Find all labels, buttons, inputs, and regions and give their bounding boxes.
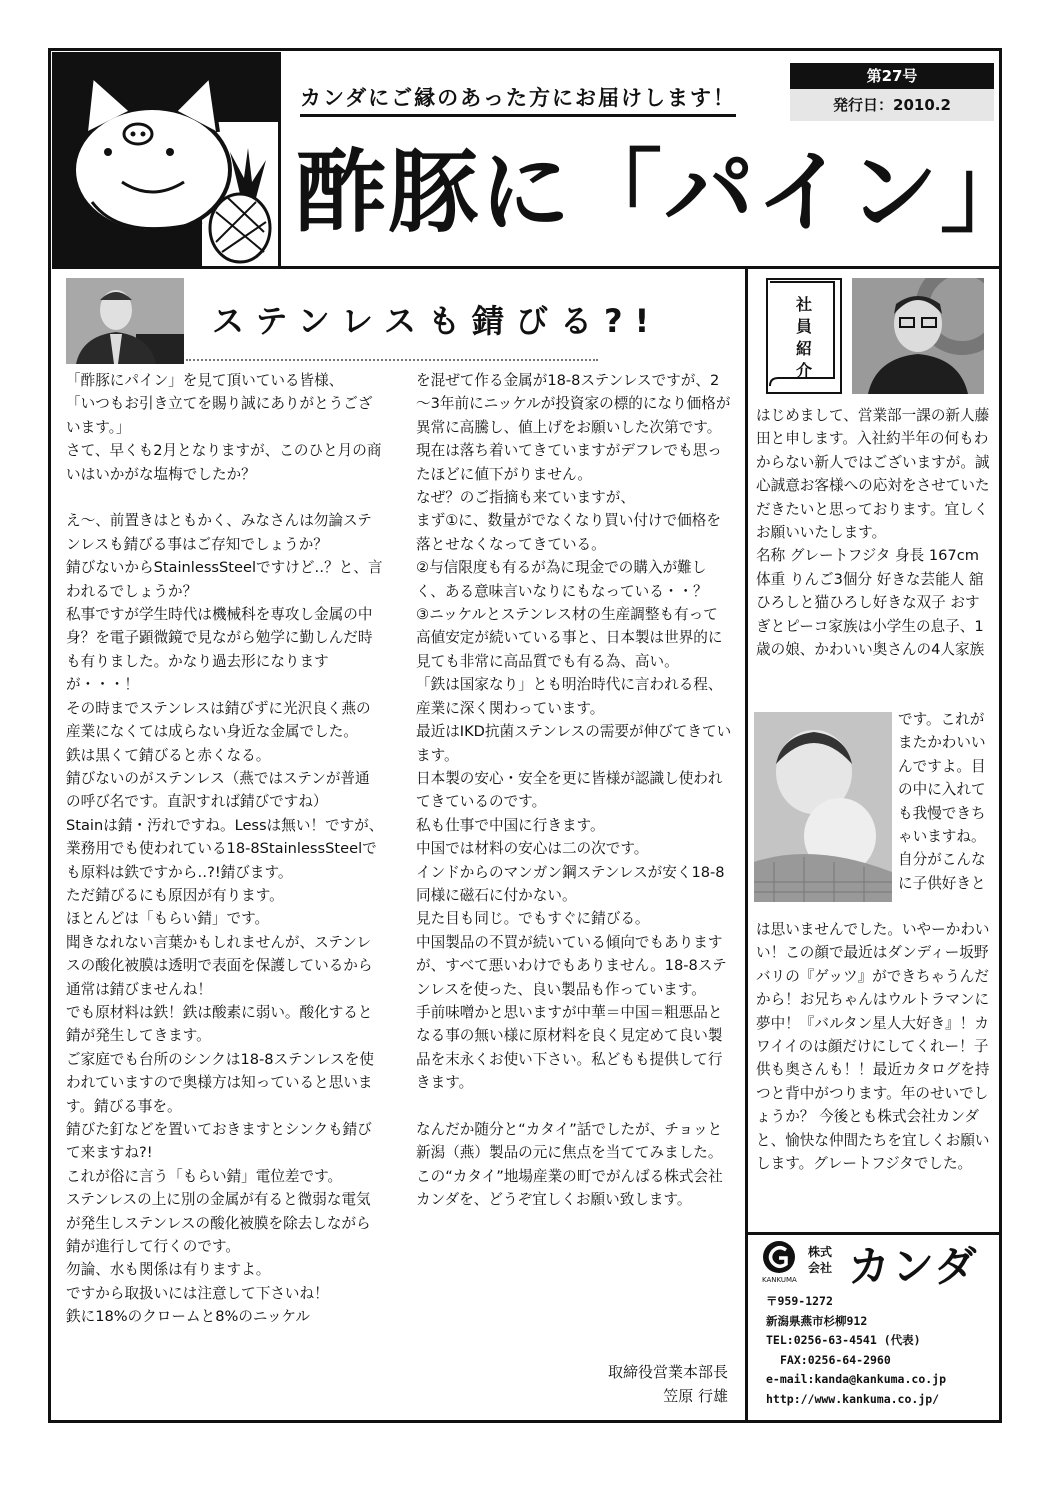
staff-label-char: 介: [795, 361, 812, 380]
article-column-2: を混ぜて作る金属が18-8ステンレスですが、2～3年前にニッケルが投資家の標的になり価格が異常に高騰し、値上げをお願いした次第です。 現在は落ち着いてきていますがデフレでも思ったほどに値下がりません。 なぜ？のご指摘も来ていますが、 まず①に、数量がでなくなり買い付けで価格を落とせなくなってきている。 ②与信限度も有るが為に現金での購入が難しく、ある意味言いなりにもなっている・・？ ③ニッケルとステンレス材の生産調整も有って高値安定が続いている事と、日本製は世界的に見ても非常に高品質でも有る為、高い。 「鉄は国家なり」とも明治時代に言われる程、産業に深く関わっています。 最近はIKD抗菌ステンレスの需要が伸びてきています。 日本製の安心・安全を更に皆様が認識し使われてきているのです。 私も仕事で中国に行きます。 中国では材料の安心は二の次です。 インドからのマンガン鋼ステンレスが安く18-8同様に磁石に付かない。 見た目も同じ。でもすぐに錆びる。 中国製品の不買が続いている傾向でもありますが、すべて悪いわけでもありません。18-8ステンレスを使った、良い製品も作っています。 手前味噌かと思いますが中華＝中国＝粗悪品となる事の無い様に原材料を良く見定めて良い製品を末永くお使い下さい。私どもも提供して行きます。 なんだか随分と“カタイ”話でしたが、チョッと新潟（燕）製品の元に焦点を当ててみました。 この“カタイ”地場産業の町でがんばる株式会社カンダを、どうぞ宜しくお願い致します。: [416, 372, 732, 1209]
logo-brand-text: KANKUMA: [762, 1276, 797, 1284]
title-divider: [186, 359, 598, 361]
staff-photo: [852, 278, 984, 394]
author-role: 取締役営業本部長: [607, 1363, 728, 1381]
logo-kabushiki: 株式: [808, 1245, 833, 1259]
staff-intro-text: はじめまして、営業部一課の新人藤田と申します。入社約半年の何もわからない新人ではございますが。誠心誠意お客様への応対をさせていただきたいと思っております。宜しくお願いいたします。 名称 グレートフジタ 身長 167cm 体重 りんご3個分 好きな芸能人 舘ひろしと猫ひろし好きな双子 おすぎとピーコ家族は小学生の息子、1歳の娘、かわいい奥さんの4人家族: [756, 407, 990, 659]
postal-code: 〒959-1272: [766, 1294, 833, 1308]
email-address[interactable]: e-mail:kanda@kankuma.co.jp: [766, 1372, 947, 1387]
company-address: 新潟県燕市杉柳912: [766, 1313, 868, 1328]
staff-intro-label-text: [768, 294, 840, 382]
newsletter-title: 酢豚に「パイン」: [296, 140, 1032, 245]
author-name: 笠原 行雄: [663, 1387, 728, 1405]
issue-number: 第27号: [790, 63, 994, 89]
issue-info: [790, 63, 994, 121]
company-contact: [766, 1292, 996, 1410]
logo-corporate-type: [808, 1244, 832, 1276]
author-photo: [66, 278, 184, 364]
company-name: カンダ: [848, 1242, 979, 1291]
newsletter-subtitle: カンダにご縁のあった方にお届けします！: [300, 82, 736, 117]
children-photo: [754, 712, 892, 902]
article-title: ステンレスも錆びる?!: [212, 302, 662, 340]
staff-label-char: 紹: [795, 339, 812, 358]
column-divider: [745, 269, 748, 1420]
staff-label-char: 社: [795, 295, 812, 314]
logo-kaisha: 会社: [808, 1261, 833, 1275]
staff-intro-heading: [768, 294, 840, 382]
fax-number: FAX:0256-64-2960: [780, 1352, 891, 1367]
issue-date: 発行日：2010.2: [790, 89, 994, 121]
staff-intro-text-continued: は思いませんでした。いやーかわいい！この顔で最近はダンディー坂野バリの『ゲッツ』ができちゃうんだから！お兄ちゃんはウルトラマンに夢中！『バルタン星人大好き』！カワイイのは顔だけにしてくれー！子供も奥さんも！！最近カタログを持つと背中がつります。年のせいでしょうか？ 今後とも株式会社カンダと、愉快な仲間たちを宜しくお願いします。グレートフジタでした。: [756, 921, 990, 1173]
staff-intro-label: [766, 278, 842, 394]
kankuma-logo-icon: [762, 1240, 796, 1274]
article-column-1: 「酢豚にパイン」を見て頂いている皆様、 「いつもお引き立てを賜り誠にありがとうございます。」 さて、早くも2月となりますが、このひと月の商いはいかがな塩梅でしたか？ え～、前置きはともかく、みなさんは勿論ステンレスも錆びる事はご存知でしょうか？ 錆びないからStainlessSteelですけど‥？と、言われるでしょうか？ 私事ですが学生時代は機械科を専攻し金属の中身？を電子顕微鏡で見ながら勉学に勤しんだ時も有りました。かなり過去形になりますが・・・！ その時までステンレスは錆びずに光沢良く燕の産業になくては成らない身近な金属でした。 鉄は黒くて錆びると赤くなる。 錆びないのがステンレス（燕ではステンが普通の呼び名です。直訳すれば錆びですね） Stainは錆・汚れですね。Lessは無い！ですが、業務用でも使われている18-8StainlessSteelでも原料は鉄ですから‥?!錆びます。 ただ錆びるにも原因が有ります。 ほとんどは「もらい錆」です。 聞きなれない言葉かもしれませんが、ステンレスの酸化被膜は透明で表面を保護しているから通常は錆びませんね！ でも原材料は鉄！鉄は酸素に弱い。酸化すると錆が発生してきます。 ご家庭でも台所のシンクは18-8ステンレスを使われていますので奥様方は知っていると思います。錆びる事を。 錆びた釘などを置いておきますとシンクも錆びて来ますね?! これが俗に言う「もらい錆」電位差です。 ステンレスの上に別の金属が有ると微弱な電気が発生しステンレスの酸化被膜を除去しながら錆が進行して行くのです。 勿論、水も関係は有りますよ。 ですから取扱いには注意して下さいね！ 鉄に18%のクロームと8%のニッケル: [66, 372, 384, 1326]
staff-intro-text-wrap: です。これがまたかわいいんですよ。目の中に入れても我慢できちゃいますね。自分がこんなに子供好きと: [898, 711, 986, 892]
company-logo: [762, 1240, 992, 1290]
phone-number: TEL:0256-63-4541 (代表): [766, 1333, 921, 1348]
website-url[interactable]: http://www.kankuma.co.jp/: [766, 1391, 940, 1406]
staff-label-char: 員: [795, 317, 812, 336]
header-divider: [52, 266, 1002, 269]
author-signature: [556, 1360, 728, 1408]
mascot-panel: [52, 52, 281, 266]
pig-pineapple-illustration: [52, 52, 278, 266]
